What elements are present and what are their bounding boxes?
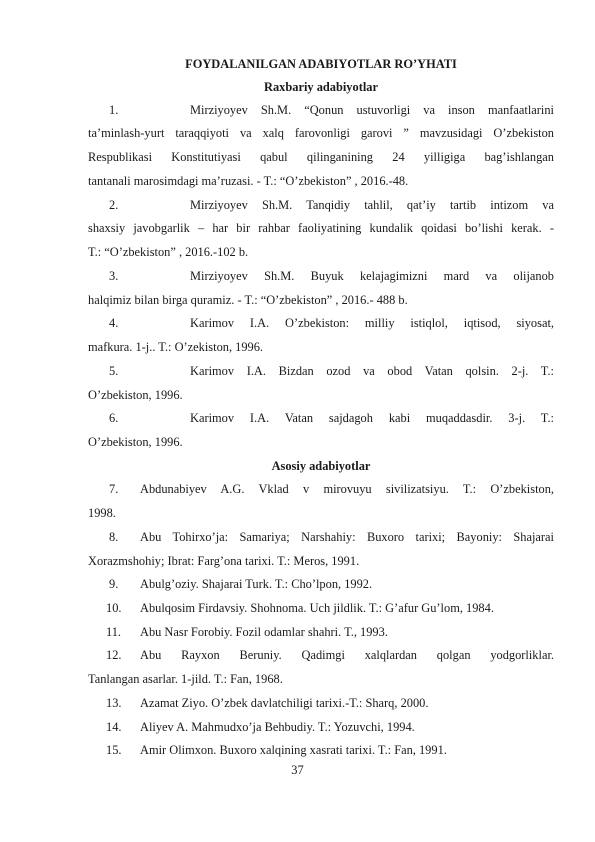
entry-number: 8.	[109, 530, 119, 544]
entry-text: Karimov I.A. O’zbekiston: milliy istiqlol, iqtisod, siyosat,	[190, 316, 554, 330]
entry-number: 5.	[109, 364, 119, 378]
entry-text: 1998.	[88, 506, 116, 520]
entry-text: Mirziyoyev Sh.M. Buyuk kelajagimizni mard va olijanob	[190, 269, 554, 283]
entry-text: Abu Tohirxo’ja: Samariya; Narshahiy: Buxoro tarixi; Bayoniy: Shajarai	[140, 530, 554, 544]
entry-number: 2.	[109, 198, 119, 212]
page-title: FOYDALANILGAN ADABIYOTLAR RO’YHATI	[185, 57, 457, 71]
entry-number: 11.	[106, 625, 122, 639]
entry-text: Amir Olimxon. Buxoro xalqining xasrati tarixi. T.: Fan, 1991.	[140, 743, 447, 757]
entry-text: O’zbekiston, 1996.	[88, 435, 183, 449]
entry-text: Abu Nasr Forobiy. Fozil odamlar shahri. T., 1993.	[140, 625, 388, 639]
entry-text: shaxsiy javobgarlik – har bir rahbar faoliyatining kundalik qoidasi bo’lishi kerak. -	[88, 221, 554, 235]
section-heading-raxbariy: Raxbariy adabiyotlar	[264, 80, 378, 94]
entry-text: Karimov I.A. Vatan sajdagoh kabi muqaddasdir. 3-j. T.:	[190, 411, 554, 425]
entry-number: 15.	[106, 743, 122, 757]
entry-number: 14.	[106, 720, 122, 734]
entry-text: Mirziyoyev Sh.M. Tanqidiy tahlil, qat’iy tartib intizom va	[190, 198, 554, 212]
entry-number: 4.	[109, 316, 119, 330]
entry-text: Xorazmshohiy; Ibrat: Farg’ona tarixi. T.: Meros, 1991.	[88, 554, 360, 568]
entry-text: T.: “O’zbekiston” , 2016.-102 b.	[88, 245, 249, 259]
entry-number: 13.	[106, 696, 122, 710]
entry-text: Aliyev A. Mahmudxo’ja Behbudiy. T.: Yozuvchi, 1994.	[140, 720, 415, 734]
entry-text: Abu Rayxon Beruniy. Qadimgi xalqlardan qolgan yodgorliklar.	[140, 648, 554, 662]
entry-text: mafkura. 1-j.. T.: O’zekiston, 1996.	[88, 340, 264, 354]
entry-number: 6.	[109, 411, 119, 425]
entry-number: 3.	[109, 269, 119, 283]
entry-number: 1.	[109, 103, 119, 117]
entry-text: Azamat Ziyo. O’zbek davlatchiligi tarixi.-T.: Sharq, 2000.	[140, 696, 429, 710]
entry-number: 7.	[109, 482, 119, 496]
entry-number: 12.	[106, 648, 122, 662]
entry-text: Mirziyoyev Sh.M. “Qonun ustuvorligi va inson manfaatlarini	[190, 103, 554, 117]
entry-number: 10.	[106, 601, 122, 615]
entry-text: tantanali marosimdagi ma’ruzasi. - T.: “O’zbekiston” , 2016.-48.	[88, 174, 409, 188]
entry-text: Tanlangan asarlar. 1-jild. T.: Fan, 1968.	[88, 672, 283, 686]
entry-text: O’zbekiston, 1996.	[88, 388, 183, 402]
entry-text: Abdunabiyev A.G. Vklad v mirovuyu sivilizatsiyu. T.: O’zbekiston,	[140, 482, 554, 496]
entry-text: ta’minlash-yurt taraqqiyoti va xalq farovonligi garovi ” mavzusidagi O’zbekiston	[88, 126, 554, 140]
entry-text: Abulqosim Firdavsiy. Shohnoma. Uch jildlik. T.: G’afur Gu’lom, 1984.	[140, 601, 494, 615]
section-heading-asosiy: Asosiy adabiyotlar	[271, 459, 371, 473]
entry-text: Respublikasi Konstitutiyasi qabul qilinganining 24 yilligiga bag’ishlangan	[88, 150, 554, 164]
entry-text: halqimiz bilan birga quramiz. - T.: “O’zbekiston” , 2016.- 488 b.	[88, 293, 408, 307]
page-number: 37	[291, 763, 304, 777]
entry-text: Karimov I.A. Bizdan ozod va obod Vatan qolsin. 2-j. T.:	[190, 364, 554, 378]
entry-number: 9.	[109, 577, 119, 591]
entry-text: Abulg’oziy. Shajarai Turk. T.: Cho’lpon, 1992.	[140, 577, 373, 591]
